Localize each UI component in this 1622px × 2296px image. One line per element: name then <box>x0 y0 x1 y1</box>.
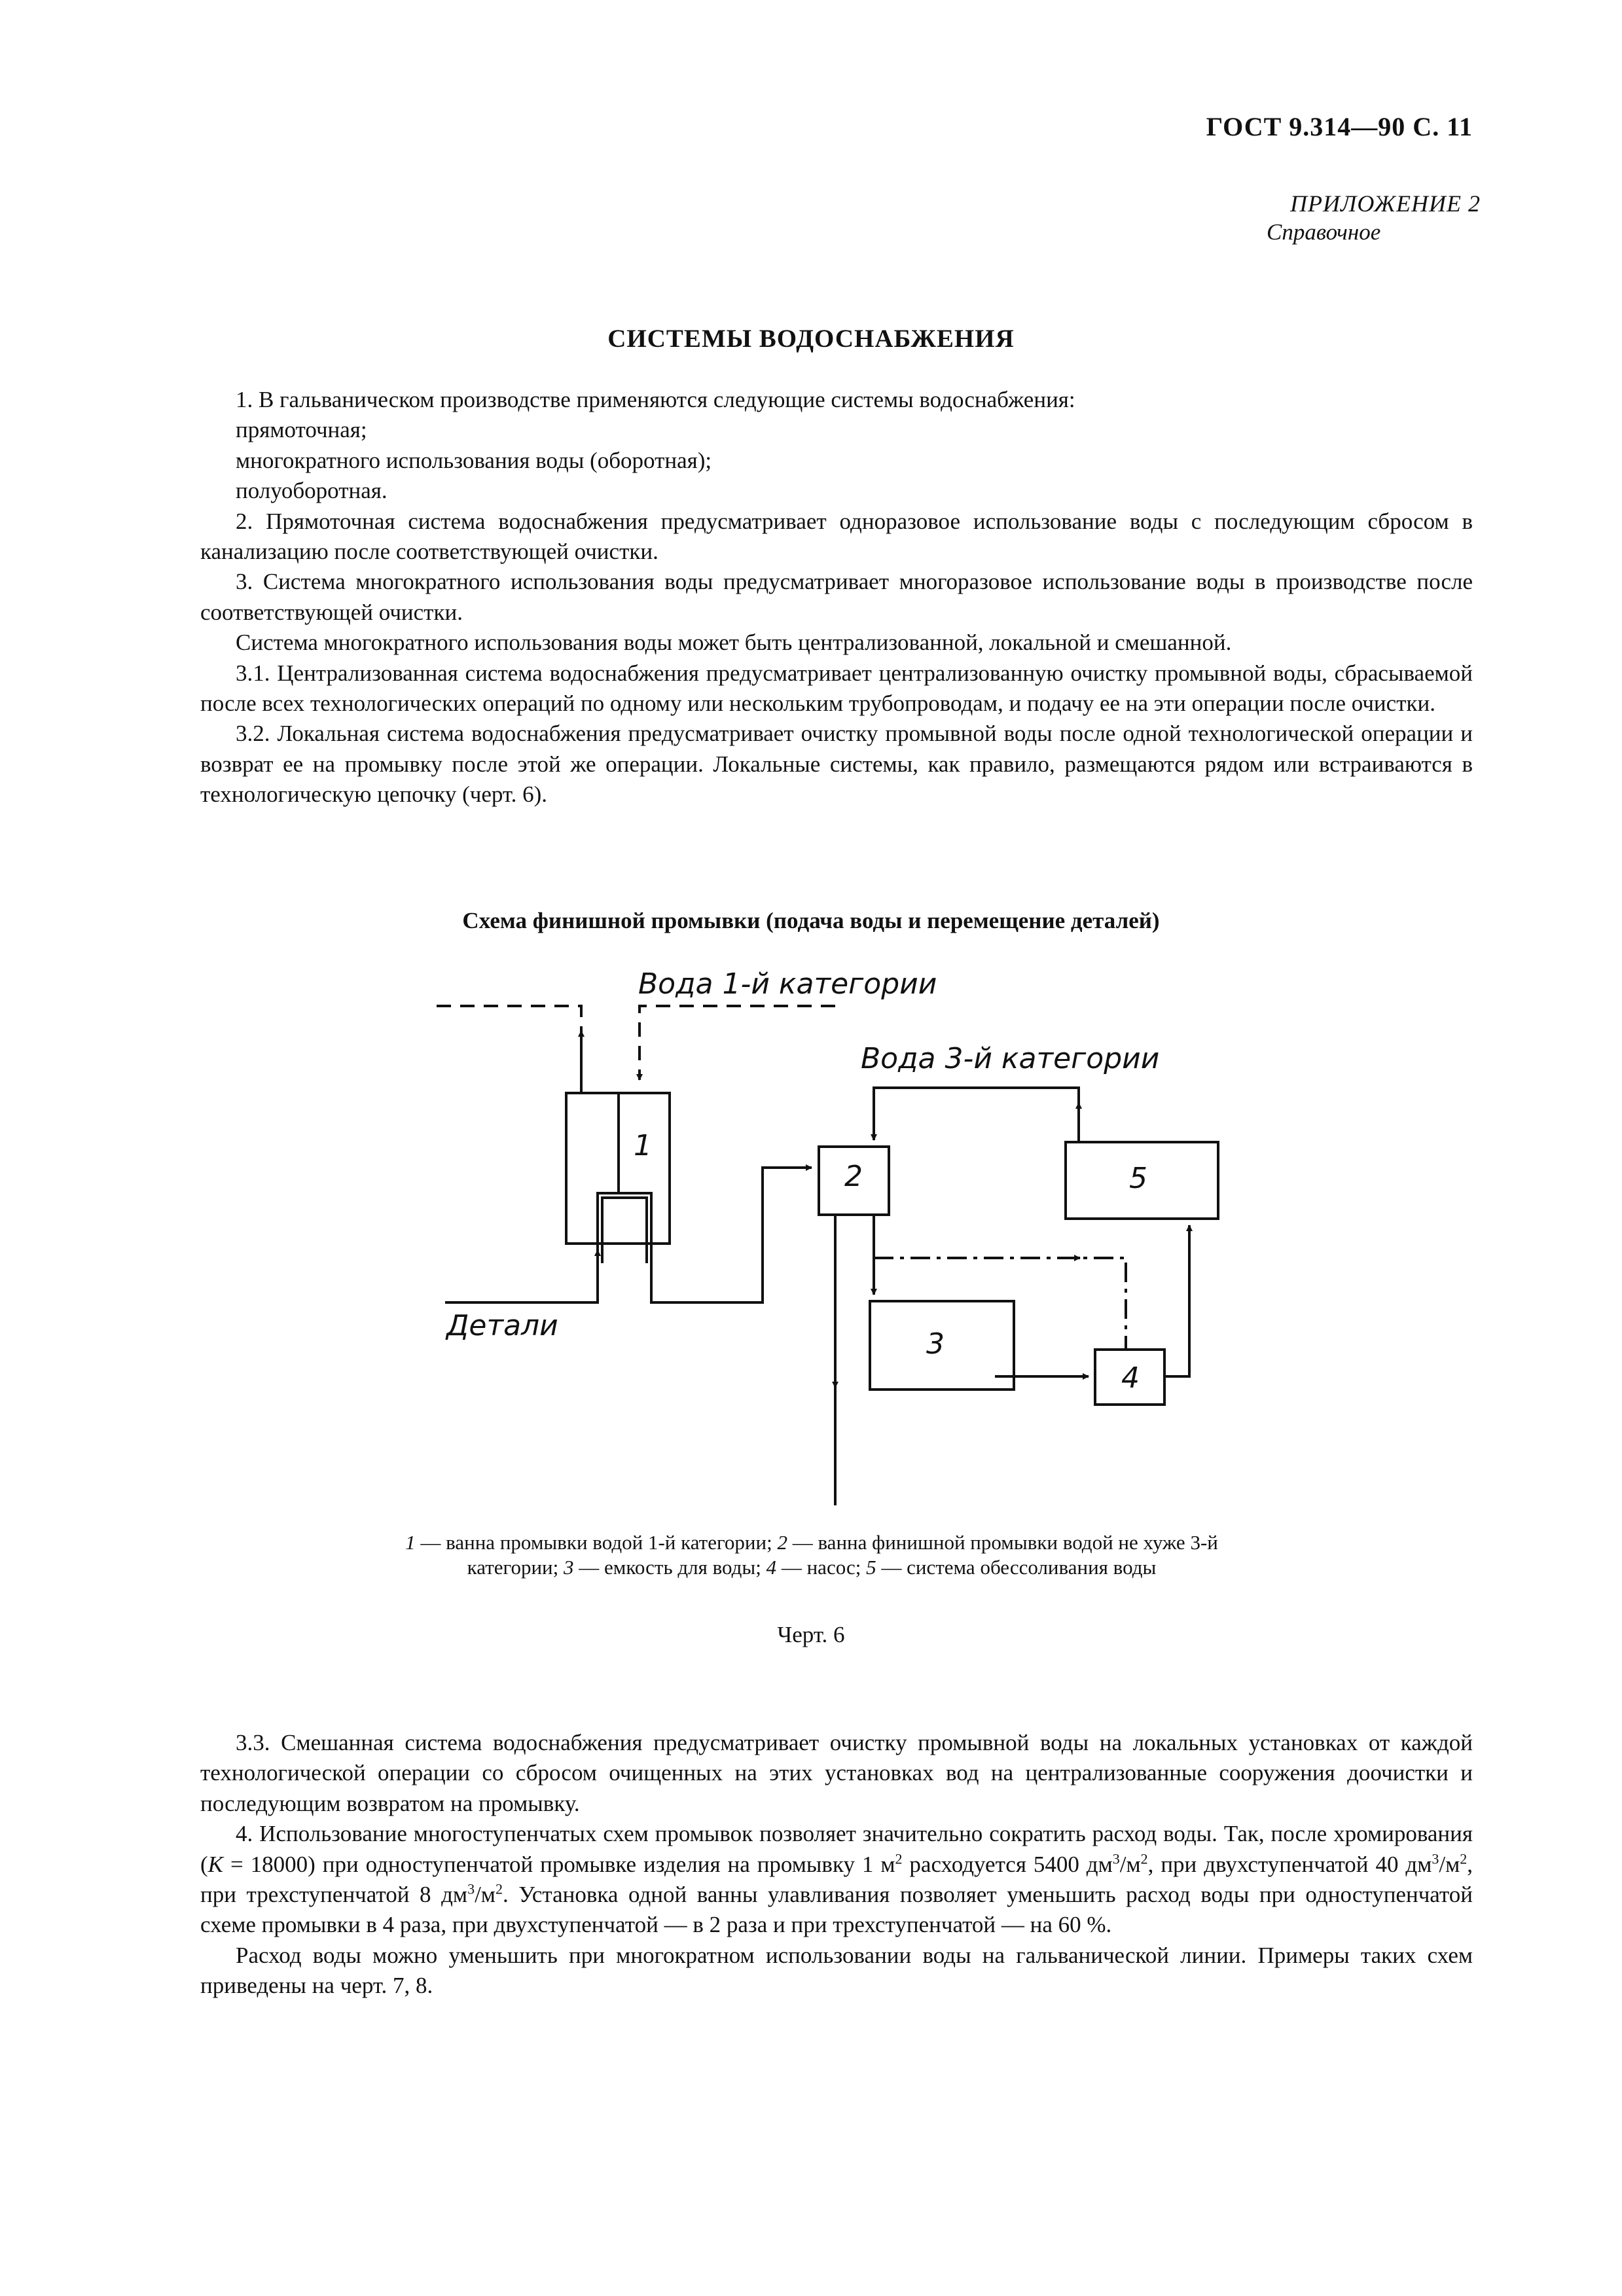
label-parts: Детали <box>446 1309 558 1342</box>
text-run: /м <box>1439 1851 1460 1877</box>
figure-caption: Черт. 6 <box>777 1622 845 1647</box>
parts-transfer-line <box>651 1168 812 1302</box>
text-run: расходуется 5400 дм <box>902 1851 1113 1877</box>
legend-num: 1 <box>405 1531 416 1554</box>
text-run: /м <box>1119 1851 1141 1877</box>
bypass-dashdot-line <box>874 1258 1126 1350</box>
text-run: , при трехступенчатой 8 дм <box>200 1851 1473 1908</box>
text-run: K <box>207 1851 224 1877</box>
superscript: 2 <box>1140 1850 1148 1867</box>
paragraph <box>200 1819 1473 1941</box>
text-run: . Установка одной ванны улавливания позволяет уменьшить расход воды при одноступенчатой схеме промывки в 4 раза, при двухступенчатой — в 2 раза и при трехступенчатой — на 60 %. <box>200 1882 1473 1938</box>
box5-number: 5 <box>1129 1162 1147 1195</box>
legend-text: — система обессоливания воды <box>876 1556 1157 1579</box>
box1-number: 1 <box>634 1129 652 1162</box>
paragraph: 3.2. Локальная система водоснабжения предусматривает очистку промывной воды после одной технологической операции и возврат ее на промывку после этой же операции. Локальные системы, как правило, размещаются рядом или встраиваются в технологическую цепочку (черт. 6). <box>200 721 1473 808</box>
list-item: прямоточная; <box>236 417 367 443</box>
legend-text: — насос; <box>776 1556 867 1579</box>
paragraph: Система многократного использования воды может быть централизованной, локальной и смешанной. <box>236 630 1232 656</box>
box1-inner-pipe-2 <box>602 1198 647 1263</box>
superscript: 3 <box>1432 1850 1439 1867</box>
superscript: 3 <box>467 1880 475 1897</box>
legend-num: 5 <box>866 1556 876 1579</box>
box1-inner-pipe <box>598 1193 651 1263</box>
box2-number: 2 <box>844 1160 863 1193</box>
water1-inlet-line <box>640 1006 835 1080</box>
label-water-3: Вода 3-й категории <box>861 1042 1160 1075</box>
box4-to-box5-line <box>1164 1225 1189 1376</box>
paragraph: Расход воды можно уменьшить при многократном использовании воды на гальванической линии. Примеры таких схем приведены на черт. 7, 8. <box>200 1942 1473 1999</box>
legend-num: 3 <box>564 1556 574 1579</box>
list-item: полуоборотная. <box>236 478 387 504</box>
label-water-1: Вода 1-й категории <box>638 967 937 1001</box>
legend-text: — ванна финишной промывки водой не хуже 3-й категории; <box>467 1531 1218 1579</box>
diagram-legend <box>393 1530 1231 1580</box>
paragraph: 3. Система многократного использования воды предусматривает многоразовое использование воды в производстве после соответствующей очистки. <box>200 569 1473 625</box>
legend-num: 2 <box>777 1531 787 1554</box>
box3-number: 3 <box>926 1327 945 1361</box>
superscript: 2 <box>1460 1850 1468 1867</box>
paragraph: 2. Прямоточная система водоснабжения предусматривает одноразовое использование воды с последующим сбросом в канализацию после соответствующей очистки. <box>200 508 1473 565</box>
text-run: , при двухступенчатой 40 дм <box>1147 1851 1432 1877</box>
superscript: 2 <box>895 1850 903 1867</box>
box4-number: 4 <box>1121 1361 1140 1395</box>
superscript: 3 <box>1112 1850 1120 1867</box>
section-bottom <box>200 1728 1473 2001</box>
water3-supply-line <box>874 1088 1079 1142</box>
legend-num: 4 <box>766 1556 777 1579</box>
page-header: ГОСТ 9.314—90 С. 11 <box>1206 112 1473 141</box>
parts-in-line <box>445 1250 598 1302</box>
text-run: 4. Использование многоступенчатых схем промывок позволяет значительно сократить расход воды. Так, после хромирования ( <box>200 1821 1473 1877</box>
list-item: многократного использования воды (оборотная); <box>236 447 712 473</box>
paragraph: 3.1. Централизованная система водоснабжения предусматривает централизованную очистку промывной воды, сбрасываемой после всех технологических операций по одному или нескольким трубопроводам, и подачу ее на эти операции после очистки. <box>200 660 1473 717</box>
page-title: СИСТЕМЫ ВОДОСНАБЖЕНИЯ <box>607 325 1015 353</box>
appendix-note: Справочное <box>1267 219 1381 245</box>
text-run: /м <box>475 1882 496 1908</box>
diagram-title: Схема финишной промывки (подача воды и перемещение деталей) <box>462 908 1160 933</box>
text-run: = 18000) при одноступенчатой промывке изделия на промывку 1 м <box>223 1851 895 1877</box>
paragraph: 1. В гальваническом производстве применяются следующие системы водоснабжения: <box>236 387 1075 412</box>
legend-text: — емкость для воды; <box>573 1556 766 1579</box>
paragraph: 3.3. Смешанная система водоснабжения предусматривает очистку промывной воды на локальных установках от каждой технологической операции со сбросом очищенных на этих установках вод на централизованные сооружения доочистки и последующим возвратом на промывку. <box>200 1730 1473 1816</box>
appendix-label: ПРИЛОЖЕНИЕ 2 <box>1290 190 1481 217</box>
superscript: 2 <box>495 1880 503 1897</box>
legend-text: — ванна промывки водой 1-й категории; <box>415 1531 778 1554</box>
water1-outlet-line <box>437 1006 581 1093</box>
